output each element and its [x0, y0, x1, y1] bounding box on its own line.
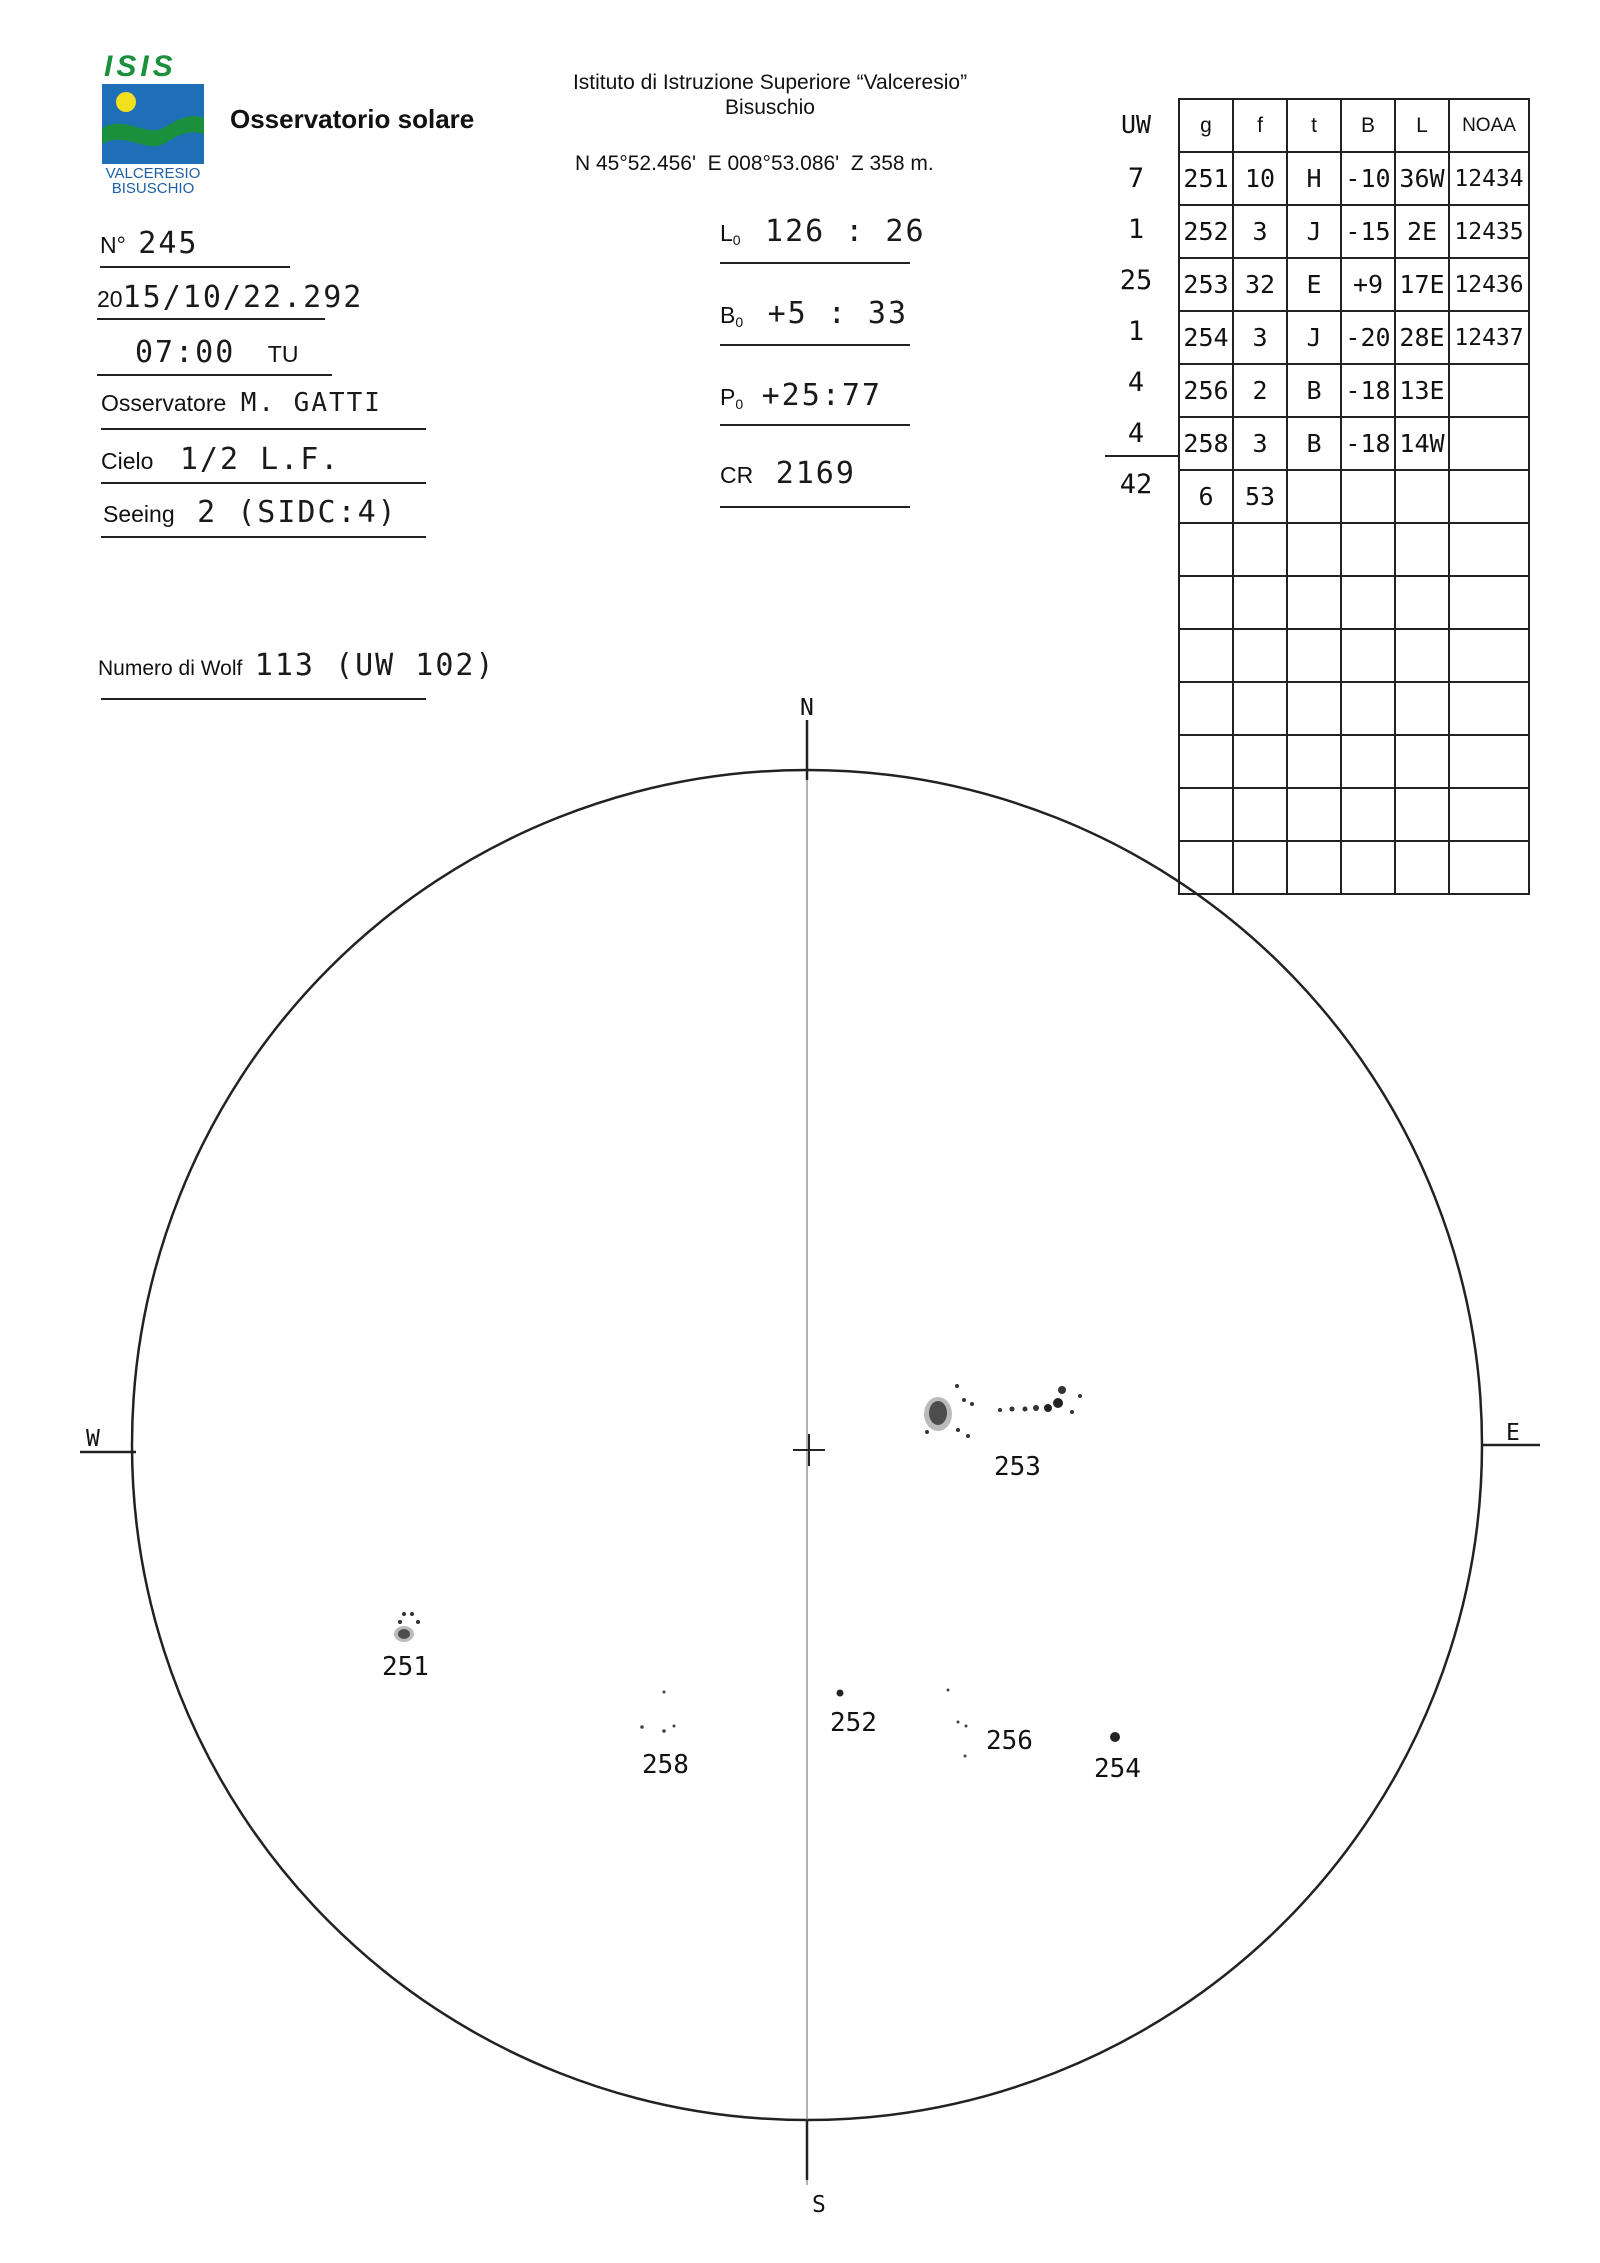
sunspot: [965, 1725, 968, 1728]
south-label: S: [812, 2192, 826, 2218]
east-label: E: [1506, 1420, 1520, 1446]
table-cell: B: [1287, 417, 1341, 470]
group-label-258: 258: [642, 1750, 689, 1780]
wolf-label: Numero di Wolf: [98, 657, 243, 680]
seeing-label: Seeing: [103, 501, 175, 527]
uw-value: 25: [1119, 265, 1153, 296]
sunspot: [970, 1402, 974, 1406]
group-label-252: 252: [830, 1708, 877, 1738]
ephemeris-b0: $B_0 +5$ : 33: [720, 296, 909, 331]
table-cell: -20: [1341, 311, 1395, 364]
p0-value: +25:77: [761, 378, 882, 413]
sunspot: [1010, 1407, 1015, 1412]
table-header-cell: B: [1341, 99, 1395, 152]
table-cell: H: [1287, 152, 1341, 205]
sunspot: [673, 1725, 676, 1728]
group-label-253: 253: [994, 1452, 1041, 1482]
ephemeris-l0: $L_0$ 126 : 26: [720, 214, 926, 249]
table-cell: -18: [1341, 364, 1395, 417]
sunspot-group-254: [1110, 1732, 1120, 1742]
sunspot: [640, 1725, 644, 1729]
uw-value: 7: [1127, 163, 1145, 194]
table-cell: -10: [1341, 152, 1395, 205]
sunspot: [964, 1755, 967, 1758]
uw-total: 42: [1119, 469, 1153, 500]
table-cell: B: [1287, 364, 1341, 417]
table-cell: 36W: [1395, 152, 1449, 205]
sunspot: [962, 1398, 966, 1402]
table-cell: 10: [1233, 152, 1287, 205]
table-cell: 6: [1179, 470, 1233, 523]
west-label: W: [86, 1426, 100, 1452]
logo-brand: ISIS: [104, 50, 177, 83]
sunspot: [998, 1408, 1002, 1412]
table-cell: 17E: [1395, 258, 1449, 311]
table-header-cell: L: [1395, 99, 1449, 152]
sunspot: [398, 1620, 402, 1624]
l0-label: L: [720, 220, 733, 246]
table-cell: 12434: [1449, 152, 1529, 205]
table-cell: 2E: [1395, 205, 1449, 258]
sunspot: [1033, 1405, 1039, 1411]
sunspot: [1044, 1404, 1052, 1412]
logo-caption-line2: BISUSCHIO: [111, 180, 195, 197]
observation-time-suffix: TU: [267, 341, 299, 367]
group-label-251: 251: [382, 1652, 429, 1682]
table-cell: 256: [1179, 364, 1233, 417]
sunspot: [837, 1690, 844, 1697]
cr-value: 2169: [775, 456, 856, 491]
sunspot-group-251: [394, 1612, 420, 1642]
page-title: Osservatorio solare: [230, 104, 475, 134]
sunspot: [663, 1691, 666, 1694]
uw-value: 1: [1127, 316, 1145, 347]
table-cell: 253: [1179, 258, 1233, 311]
sunspot: [416, 1620, 420, 1624]
sunspot: [410, 1612, 414, 1616]
uw-value: 4: [1127, 418, 1145, 449]
sunspot: [1053, 1398, 1063, 1408]
table-cell: 28E: [1395, 311, 1449, 364]
table-cell: 14W: [1395, 417, 1449, 470]
table-header-cell: f: [1233, 99, 1287, 152]
table-cell: 12437: [1449, 311, 1529, 364]
sunspot: [956, 1428, 960, 1432]
sunspot: [402, 1612, 406, 1616]
table-cell: 12436: [1449, 258, 1529, 311]
sunspot-group-258: [640, 1691, 675, 1733]
uw-header: UW: [1120, 110, 1152, 139]
sunspot: [947, 1689, 950, 1692]
b0-label: B: [720, 302, 736, 328]
table-cell: 254: [1179, 311, 1233, 364]
observer-label: Osservatore: [101, 390, 227, 416]
table-cell: 258: [1179, 417, 1233, 470]
sunspot: [955, 1384, 959, 1388]
sky-value: 1/2 L.F.: [179, 442, 341, 477]
seeing-value: 2 (SIDC:4): [197, 495, 398, 530]
institute-line1: Istituto di Istruzione Superiore “Valceresio”: [572, 71, 968, 94]
table-header-cell: NOAA: [1449, 99, 1529, 152]
uw-value: 4: [1127, 367, 1145, 398]
table-cell: 12435: [1449, 205, 1529, 258]
table-cell: -18: [1341, 417, 1395, 470]
b0-value: +5 : 33: [767, 296, 909, 331]
sunspot: [966, 1434, 970, 1438]
sunspot: [1023, 1407, 1028, 1412]
logo-caption-line1: VALCERESIO: [105, 165, 201, 182]
table-cell: 3: [1233, 417, 1287, 470]
north-label: N: [800, 695, 814, 721]
table-cell: 53: [1233, 470, 1287, 523]
sunspot: [1070, 1410, 1074, 1414]
sunspot: [957, 1721, 960, 1724]
table-cell: 251: [1179, 152, 1233, 205]
table-cell: E: [1287, 258, 1341, 311]
group-label-254: 254: [1094, 1754, 1141, 1784]
sunspot: [1078, 1394, 1082, 1398]
p0-label: P: [720, 384, 736, 410]
l0-value: 126 : 26: [765, 214, 926, 249]
site-coordinates: N 45°52.456' E 008°53.086' Z 358 m.: [575, 152, 934, 175]
table-cell: 3: [1233, 311, 1287, 364]
table-cell: 32: [1233, 258, 1287, 311]
group-label-256: 256: [986, 1726, 1033, 1756]
sunspot: [662, 1729, 666, 1733]
table-cell: 252: [1179, 205, 1233, 258]
institute-line2: Bisuschio: [725, 96, 815, 119]
sunspot: [925, 1430, 929, 1434]
sunspot-group-256: [947, 1689, 968, 1758]
sunspot-group-252: [837, 1690, 844, 1697]
ephemeris-p0: $P_0$ +25:77: [720, 378, 882, 413]
sunspot-group-253: [924, 1384, 1082, 1438]
observer-value: M. GATTI: [240, 388, 382, 418]
table-cell: 13E: [1395, 364, 1449, 417]
table-cell: J: [1287, 311, 1341, 364]
uw-value: 1: [1127, 214, 1145, 245]
sunspot-penumbra: [924, 1397, 952, 1431]
table-header-cell: g: [1179, 99, 1233, 152]
table-cell: 2: [1233, 364, 1287, 417]
observation-date-prefix: 20: [97, 286, 123, 312]
table-cell: J: [1287, 205, 1341, 258]
sunspot: [1110, 1732, 1120, 1742]
sky-label: Cielo: [101, 448, 154, 474]
table-cell: -15: [1341, 205, 1395, 258]
observation-number-value: 245: [138, 226, 199, 261]
table-cell: 3: [1233, 205, 1287, 258]
observation-number-label: N°: [100, 232, 126, 258]
table-cell: +9: [1341, 258, 1395, 311]
sunspot: [1058, 1386, 1066, 1394]
observation-time-value: 07:00: [135, 335, 236, 370]
cr-label: CR: [720, 462, 754, 488]
wolf-value: 113 (UW 102): [254, 648, 496, 683]
observation-date-value: 15/10/22.292: [122, 280, 364, 315]
table-header-cell: t: [1287, 99, 1341, 152]
sunspot-penumbra: [394, 1626, 414, 1642]
